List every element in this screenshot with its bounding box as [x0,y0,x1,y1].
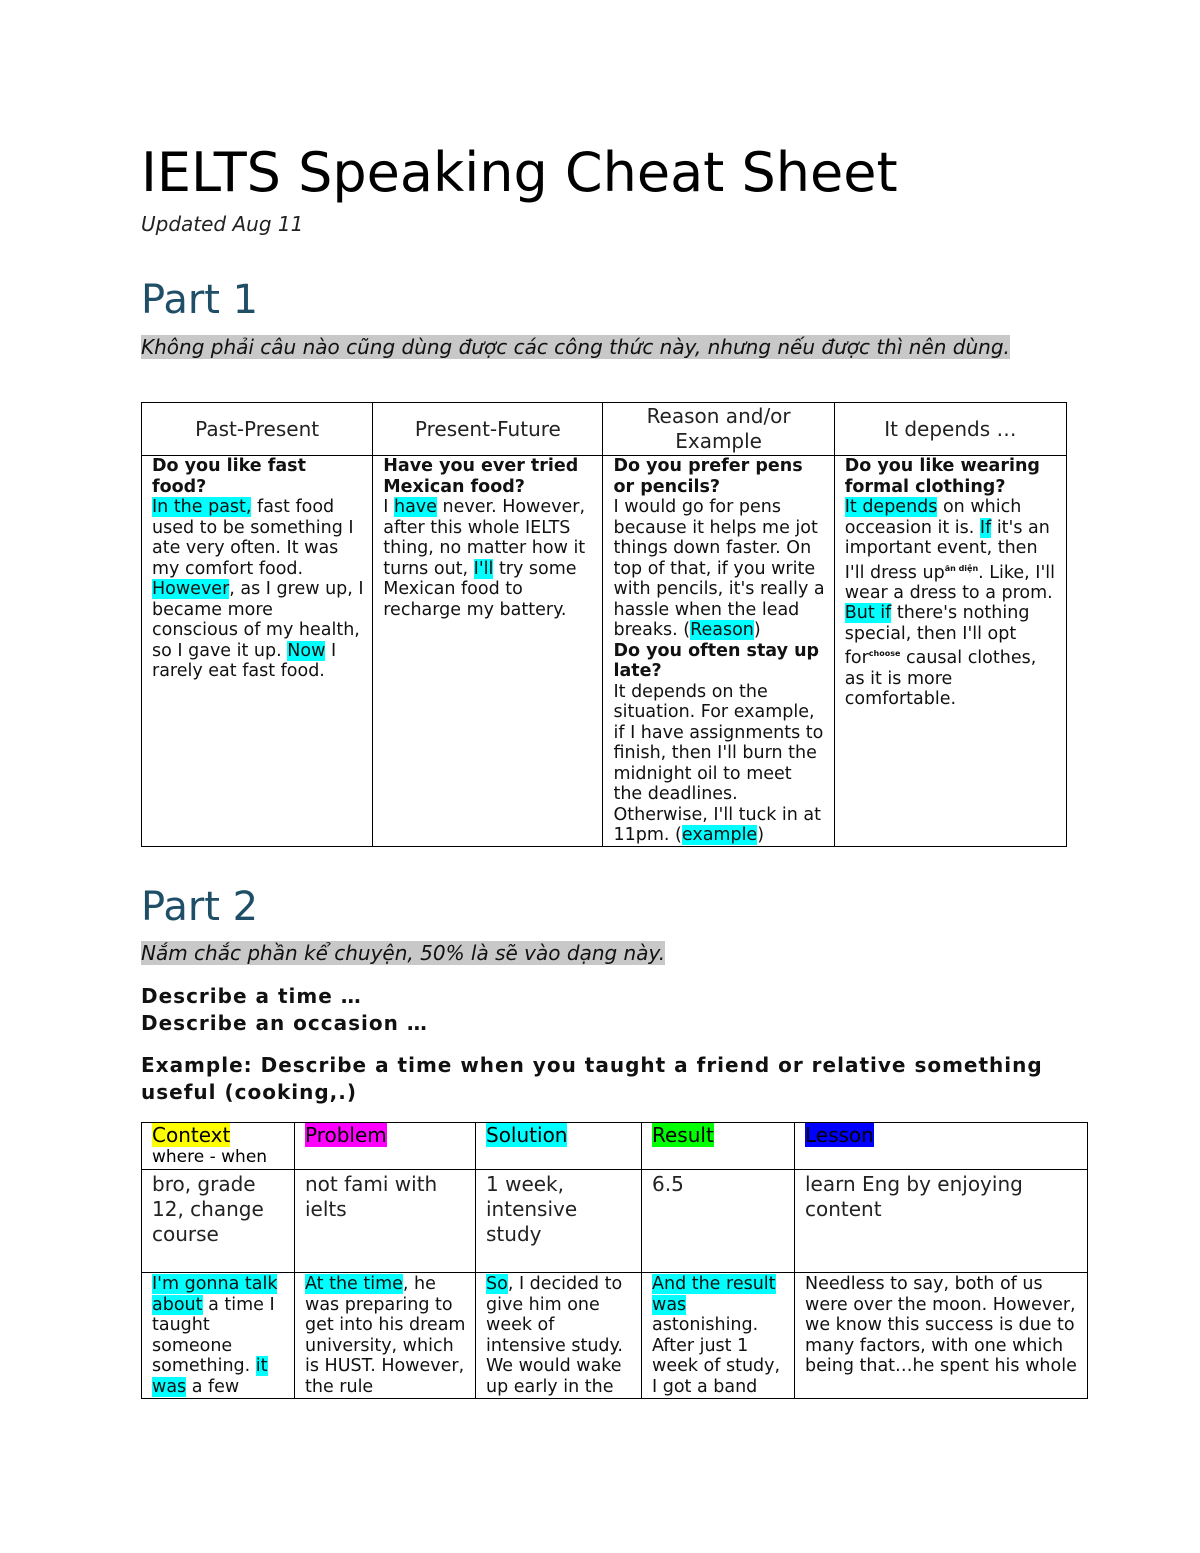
question-fast-food: Do you like fast food? [152,456,306,497]
story-text: , he was preparing to get into his dream university, which is HUST. However, the rule [305,1274,466,1397]
story-text: Needless to say, both of us were over the moon. However, we know this success is due to many factors, with one which being that…he spent his whole [805,1274,1077,1376]
summary-problem: not fami with ielts [295,1170,476,1273]
answer-text: ) [757,825,765,845]
label-context-sub: where - when [152,1147,268,1167]
answer-pens-pencils [613,497,825,641]
highlight-it-depends: It depends [844,497,938,517]
question-formal-clothing: Do you like wearing formal clothing? [844,456,1040,497]
answer-text: on which occeasion it is. [844,497,1022,538]
summary-context: bro, grade 12, change course [142,1170,295,1273]
label-solution: Solution [486,1123,568,1147]
question-stay-up-late: Do you often stay up late? [613,640,820,681]
header-it-depends: It depends … [834,403,1066,456]
answer-formal-clothing [845,497,1058,710]
highlight-in-the-past: In the past, [152,497,252,517]
highlight-and-the-result-was: And the result was [652,1274,776,1315]
answer-fast-food [152,497,364,682]
part1-heading: Part 1 [141,277,259,323]
answer-text: try some Mexican food to recharge my battery. [383,558,577,620]
story-text: a time I taught someone something. [152,1294,275,1376]
label-problem: Problem [305,1123,387,1147]
question-mexican-food: Have you ever tried Mexican food? [383,456,579,497]
answer-text: fast food used to be something I ate very often. It was my comfort food. [152,497,354,579]
example-prompt: Example: Describe a time when you taught a friend or relative something useful (cooking,.) [141,1053,1043,1104]
highlight-so: So [486,1274,508,1294]
highlight-reason: Reason [690,620,754,640]
part1-table [141,402,1067,847]
story-text: , I decided to give him one week of intensive study. We would wake up early in the [486,1274,623,1397]
story-text: a few [186,1376,240,1397]
header-result [642,1123,795,1170]
story-problem [295,1273,476,1399]
highlight-now: Now [287,640,326,661]
answer-mexican-food [383,497,594,620]
describe-a-time: Describe a time … [141,984,362,1008]
part1-note [141,334,1041,360]
annotation-an-dien: ăn diện [944,563,979,573]
part2-note-text: Nắm chắc phần kể chuyện, 50% là sẽ vào dạng này. [141,941,666,965]
story-solution [476,1273,642,1399]
highlight-example: example [681,825,758,845]
describe-an-occasion: Describe an occasion … [141,1011,428,1035]
question-pens-pencils: Do you prefer pens or pencils? [613,456,803,497]
answer-text: never. However, after this whole IELTS thing, no matter how it turns out, [383,497,586,579]
summary-lesson: learn Eng by enjoying content [795,1170,1088,1273]
answer-text: . Like, I'll wear a dress to a prom. [844,562,1055,603]
part2-note [141,940,1041,966]
answer-text: I rarely eat fast food. [152,640,337,681]
highlight-at-the-time: At the time [305,1274,403,1294]
highlight-it-was: it was [152,1356,268,1397]
part2-story-row [142,1273,1088,1399]
document-title: IELTS Speaking Cheat Sheet [141,141,898,204]
cell-it-depends [834,456,1066,847]
highlight-gonna-talk-about: I'm gonna talk about [152,1274,278,1315]
cell-past-present [142,456,373,847]
story-lesson [795,1273,1088,1399]
highlight-if: If [979,517,992,538]
answer-text: , as I grew up, I became more conscious of my health, so I gave it up. [152,579,364,661]
summary-result: 6.5 [642,1170,795,1273]
header-lesson [795,1123,1088,1170]
annotation-choose: choose [868,649,901,659]
summary-solution: 1 week, intensive study [476,1170,642,1273]
header-context [142,1123,295,1170]
header-reason-example: Reason and/or Example [603,403,834,456]
answer-text: I [383,497,394,517]
answer-text: ) [753,620,761,640]
part2-summary-row [142,1170,1088,1273]
answer-stay-up-late [613,682,825,846]
story-result [642,1273,795,1399]
story-text: astonishing. After just 1 week of study, I got a band [652,1315,781,1397]
highlight-have: have [393,497,437,517]
answer-text: causal clothes, as it is more comfortable. [844,648,1037,710]
part1-body-row [142,456,1067,847]
answer-text: I would go for pens because it helps me jot things down faster. On top of that, if you write with pencils, it's really a hassle when the lead breaks. ( [613,497,825,640]
part1-header-row [142,403,1067,456]
label-result: Result [652,1123,714,1147]
updated-date: Updated Aug 11 [141,212,304,236]
header-present-future: Present-Future [373,403,603,456]
story-context [142,1273,295,1399]
part2-header-row [142,1123,1088,1170]
header-problem [295,1123,476,1170]
part2-table [141,1122,1088,1399]
part1-note-text: Không phải câu nào cũng dùng được các công thức này, nhưng nếu được thì nên dùng. [141,335,1010,359]
answer-text: it's an important event, then I'll dress up [844,517,1050,583]
answer-text: It depends on the situation. For example, if I have assignments to finish, then I'll burn the midnight oil to meet the deadlines. Otherwise, I'll tuck in at 11pm. ( [613,681,824,845]
cell-reason-example [603,456,834,847]
answer-text: there's nothing special, then I'll opt for [844,603,1030,669]
part2-heading: Part 2 [141,884,259,930]
highlight-but-if: But if [844,603,892,624]
highlight-however: However [152,579,230,599]
cell-present-future [373,456,603,847]
header-solution [476,1123,642,1170]
highlight-ill: I'll [473,558,494,579]
label-context: Context [152,1123,231,1147]
header-past-present: Past-Present [142,403,373,456]
label-lesson: Lesson [805,1123,874,1147]
